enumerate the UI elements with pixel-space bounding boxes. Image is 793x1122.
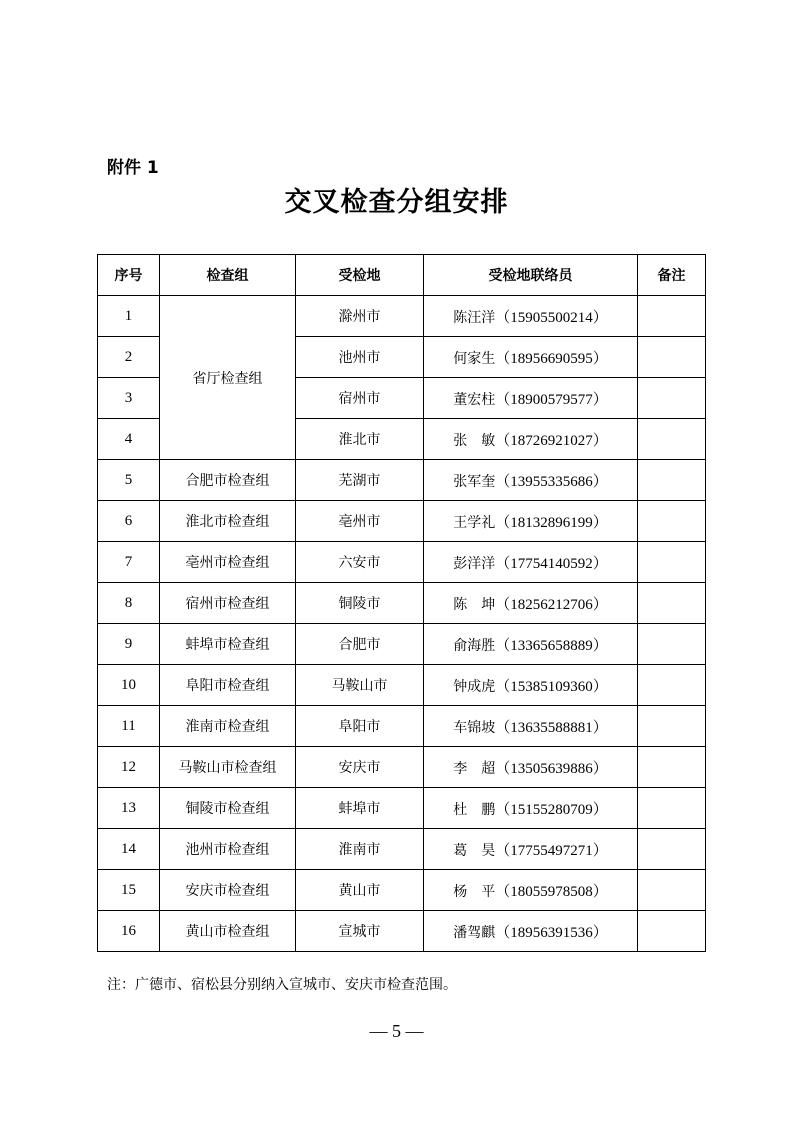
cell-group: 阜阳市检查组: [160, 665, 296, 706]
cell-seq: 13: [98, 788, 160, 829]
contact-name: 陈 坤: [453, 596, 496, 613]
cell-place: 芜湖市: [296, 460, 424, 501]
contact-phone: （18055978508）: [495, 883, 608, 900]
header-place: 受检地: [296, 255, 424, 296]
cell-remark: [638, 911, 706, 952]
contact-phone: （18956391536）: [495, 924, 608, 941]
contact-phone: （18900579577）: [495, 391, 608, 408]
cell-group: 马鞍山市检查组: [160, 747, 296, 788]
contact-phone: （18956690595）: [495, 350, 608, 367]
contact-phone: （15155280709）: [495, 801, 608, 818]
table-row: [98, 624, 706, 665]
contact-name: 张军奎: [453, 473, 496, 490]
table-row: [98, 501, 706, 542]
table-row: [98, 583, 706, 624]
contact-name: 陈汪洋: [453, 309, 496, 326]
cell-seq: 5: [98, 460, 160, 501]
contact-phone: （13635588881）: [495, 719, 608, 736]
cell-place: 滁州市: [296, 296, 424, 337]
cell-contact: [424, 378, 638, 419]
cell-group: 淮南市检查组: [160, 706, 296, 747]
header-group: 检查组: [160, 255, 296, 296]
cell-seq: 3: [98, 378, 160, 419]
cell-place: 宿州市: [296, 378, 424, 419]
cell-place: 六安市: [296, 542, 424, 583]
cell-contact: [424, 583, 638, 624]
cell-seq: 8: [98, 583, 160, 624]
cell-remark: [638, 624, 706, 665]
cell-remark: [638, 665, 706, 706]
table-row: [98, 665, 706, 706]
contact-name: 钟成虎: [453, 678, 496, 695]
cell-remark: [638, 501, 706, 542]
document-title: 交叉检查分组安排: [284, 187, 509, 218]
contact-phone: （15385109360）: [495, 678, 608, 695]
contact-name: 何家生: [453, 350, 496, 367]
cell-remark: [638, 419, 706, 460]
contact-name: 王学礼: [453, 514, 496, 531]
cell-contact: [424, 624, 638, 665]
cell-place: 宣城市: [296, 911, 424, 952]
table-row: [98, 460, 706, 501]
cell-group: 合肥市检查组: [160, 460, 296, 501]
contact-name: 俞海胜: [453, 637, 496, 654]
cell-contact: [424, 665, 638, 706]
cell-seq: 2: [98, 337, 160, 378]
cell-contact: [424, 829, 638, 870]
contact-name: 彭洋洋: [453, 555, 496, 572]
cell-contact: [424, 870, 638, 911]
table-row: [98, 788, 706, 829]
cell-contact: [424, 419, 638, 460]
cell-place: 安庆市: [296, 747, 424, 788]
header-seq: 序号: [98, 255, 160, 296]
cell-place: 池州市: [296, 337, 424, 378]
cell-group: 亳州市检查组: [160, 542, 296, 583]
cell-place: 蚌埠市: [296, 788, 424, 829]
cell-group: 铜陵市检查组: [160, 788, 296, 829]
cell-remark: [638, 337, 706, 378]
cell-seq: 12: [98, 747, 160, 788]
cell-contact: [424, 542, 638, 583]
cell-contact: [424, 706, 638, 747]
cell-contact: [424, 788, 638, 829]
header-contact: 受检地联络员: [424, 255, 638, 296]
table-header-row: [98, 255, 706, 296]
cell-remark: [638, 829, 706, 870]
cell-remark: [638, 542, 706, 583]
cell-contact: [424, 747, 638, 788]
contact-name: 李 超: [453, 760, 496, 777]
cell-seq: 6: [98, 501, 160, 542]
cell-remark: [638, 870, 706, 911]
contact-name: 葛 昊: [453, 842, 496, 859]
cell-seq: 10: [98, 665, 160, 706]
cell-seq: 16: [98, 911, 160, 952]
table-row: [98, 296, 706, 337]
cell-group: 蚌埠市检查组: [160, 624, 296, 665]
contact-name: 车锦坡: [453, 719, 496, 736]
contact-name: 董宏柱: [453, 391, 496, 408]
cell-contact: [424, 337, 638, 378]
cell-group: 宿州市检查组: [160, 583, 296, 624]
cell-place: 合肥市: [296, 624, 424, 665]
cell-remark: [638, 706, 706, 747]
contact-phone: （17754140592）: [495, 555, 608, 572]
attachment-label: 附件 1: [107, 158, 159, 178]
cell-place: 阜阳市: [296, 706, 424, 747]
footnote: 注：广德市、宿松县分别纳入宣城市、安庆市检查范围。: [107, 977, 457, 993]
cell-place: 黄山市: [296, 870, 424, 911]
contact-phone: （18726921027）: [495, 432, 608, 449]
table-row: [98, 911, 706, 952]
cell-place: 淮南市: [296, 829, 424, 870]
contact-phone: （13955335686）: [495, 473, 608, 490]
cell-seq: 4: [98, 419, 160, 460]
cell-contact: [424, 460, 638, 501]
cell-remark: [638, 583, 706, 624]
table-row: [98, 706, 706, 747]
cell-place: 淮北市: [296, 419, 424, 460]
cell-seq: 7: [98, 542, 160, 583]
cell-group: 安庆市检查组: [160, 870, 296, 911]
cell-place: 铜陵市: [296, 583, 424, 624]
contact-phone: （13365658889）: [495, 637, 608, 654]
cell-remark: [638, 788, 706, 829]
cell-remark: [638, 296, 706, 337]
contact-phone: （15905500214）: [495, 309, 608, 326]
cell-seq: 1: [98, 296, 160, 337]
cell-seq: 9: [98, 624, 160, 665]
cell-group: 淮北市检查组: [160, 501, 296, 542]
contact-name: 杜 鹏: [453, 801, 496, 818]
contact-phone: （18132896199）: [495, 514, 608, 531]
contact-name: 杨 平: [453, 883, 496, 900]
contact-name: 潘驾麒: [453, 924, 496, 941]
cell-remark: [638, 378, 706, 419]
contact-name: 张 敏: [453, 432, 496, 449]
inspection-schedule-table: [97, 254, 706, 952]
cell-contact: [424, 296, 638, 337]
table-row: [98, 829, 706, 870]
contact-phone: （13505639886）: [495, 760, 608, 777]
header-remark: 备注: [638, 255, 706, 296]
cell-group-merged: 省厅检查组: [160, 296, 296, 460]
cell-place: 亳州市: [296, 501, 424, 542]
cell-contact: [424, 911, 638, 952]
cell-group: 池州市检查组: [160, 829, 296, 870]
contact-phone: （17755497271）: [495, 842, 608, 859]
cell-contact: [424, 501, 638, 542]
cell-seq: 14: [98, 829, 160, 870]
table-row: [98, 542, 706, 583]
cell-remark: [638, 747, 706, 788]
table-row: [98, 747, 706, 788]
contact-phone: （18256212706）: [495, 596, 608, 613]
cell-seq: 11: [98, 706, 160, 747]
cell-seq: 15: [98, 870, 160, 911]
page-number: — 5 —: [369, 1021, 424, 1041]
cell-group: 黄山市检查组: [160, 911, 296, 952]
cell-place: 马鞍山市: [296, 665, 424, 706]
cell-remark: [638, 460, 706, 501]
table-row: [98, 870, 706, 911]
